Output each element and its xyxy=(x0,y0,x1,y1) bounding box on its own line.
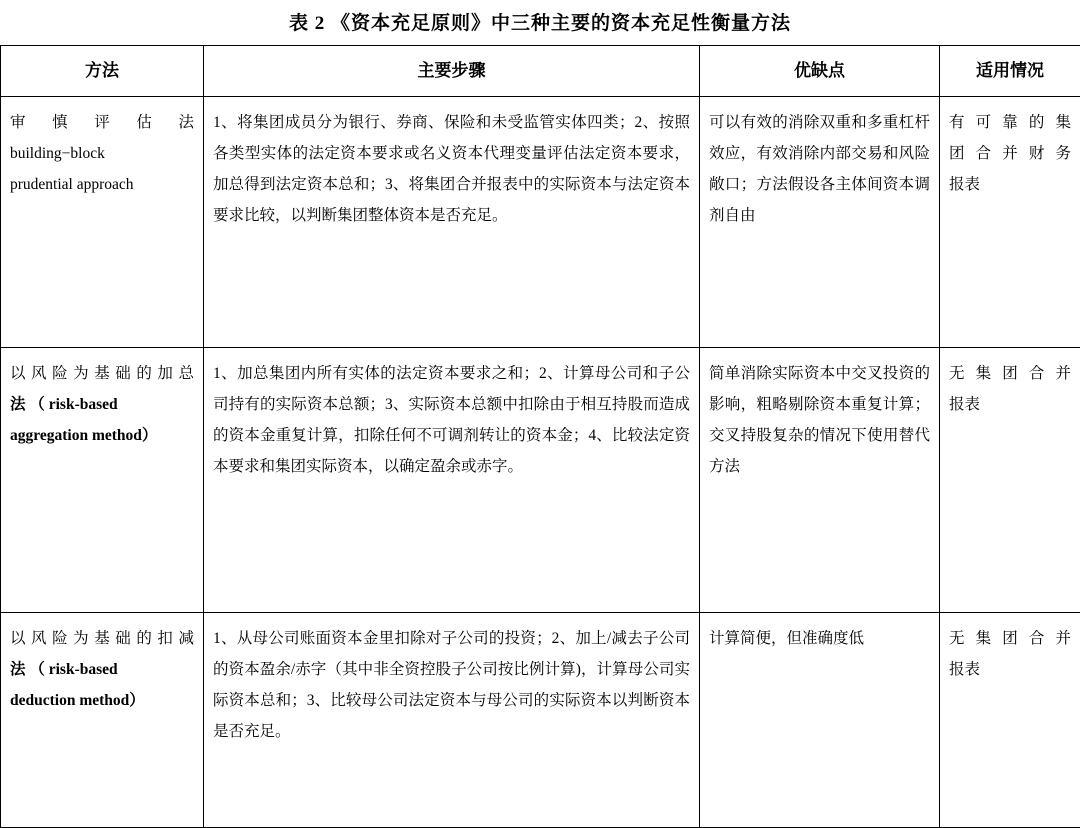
cell-method xyxy=(1,348,204,613)
column-header-method: 方法 xyxy=(1,46,204,97)
cell-main-steps: 1、加总集团内所有实体的法定资本要求之和；2、计算母公司和子公司持有的实际资本总额；3、实际资本总额中扣除由于相互持股而造成的资本金重复计算，扣除任何不可调剂转让的资本金；4、比较法定资本要求和集团实际资本，以确定盈余或赤字。 xyxy=(204,348,700,613)
application-line1: 有可靠的集 xyxy=(949,107,1071,138)
application-line3: 报表 xyxy=(949,169,1071,200)
cell-main-steps: 1、将集团成员分为银行、券商、保险和未受监管实体四类；2、按照各类型实体的法定资本要求或名义资本代理变量评估法定资本要求，加总得到法定资本总和；3、将集团合并报表中的实际资本与法定资本要求比较，以判断集团整体资本是否充足。 xyxy=(204,97,700,348)
table-row xyxy=(1,613,1080,828)
cell-pros-cons: 可以有效的消除双重和多重杠杆效应，有效消除内部交易和风险敞口；方法假设各主体间资本调剂自由 xyxy=(700,97,940,348)
table-caption: 表 2 《资本充足原则》中三种主要的资本充足性衡量方法 xyxy=(0,0,1080,45)
table-body xyxy=(1,97,1080,828)
cell-method xyxy=(1,613,204,828)
method-name-en-line2: deduction method） xyxy=(10,685,194,716)
column-header-pros-cons: 优缺点 xyxy=(700,46,940,97)
cell-application xyxy=(940,348,1080,613)
method-name-en-line2: aggregation method） xyxy=(10,420,194,451)
column-header-application: 适用情况 xyxy=(940,46,1080,97)
column-header-main-steps: 主要步骤 xyxy=(204,46,700,97)
cell-pros-cons: 计算简便，但准确度低 xyxy=(700,613,940,828)
method-name-cn-line2: 法 （ risk-based xyxy=(10,654,194,685)
method-name-en-line2: prudential approach xyxy=(10,169,194,200)
cell-pros-cons: 简单消除实际资本中交叉投资的影响，粗略剔除资本重复计算；交叉持股复杂的情况下使用替代方法 xyxy=(700,348,940,613)
table-row xyxy=(1,348,1080,613)
table-header-row xyxy=(1,46,1080,97)
application-line1: 无集团合并 xyxy=(949,623,1071,654)
cell-main-steps: 1、从母公司账面资本金里扣除对子公司的投资；2、加上/减去子公司的资本盈余/赤字（其中非全资控股子公司按比例计算)，计算母公司实际资本总和；3、比较母公司法定资本与母公司的实际资本以判断资本是否充足。 xyxy=(204,613,700,828)
method-name-cn-line2: 法 （ risk-based xyxy=(10,389,194,420)
application-line2: 报表 xyxy=(949,389,1071,420)
capital-adequacy-methods-table xyxy=(0,45,1080,828)
cell-application xyxy=(940,613,1080,828)
cell-application xyxy=(940,97,1080,348)
table-header xyxy=(1,46,1080,97)
method-name-cn: 以风险为基础的扣减 xyxy=(10,623,194,654)
method-name-cn: 审慎评估法 xyxy=(10,107,194,138)
cell-method xyxy=(1,97,204,348)
table-row xyxy=(1,97,1080,348)
method-name-en-line1: building−block xyxy=(10,138,194,169)
application-line2: 团合并财务 xyxy=(949,138,1071,169)
method-name-cn: 以风险为基础的加总 xyxy=(10,358,194,389)
application-line1: 无集团合并 xyxy=(949,358,1071,389)
application-line2: 报表 xyxy=(949,654,1071,685)
